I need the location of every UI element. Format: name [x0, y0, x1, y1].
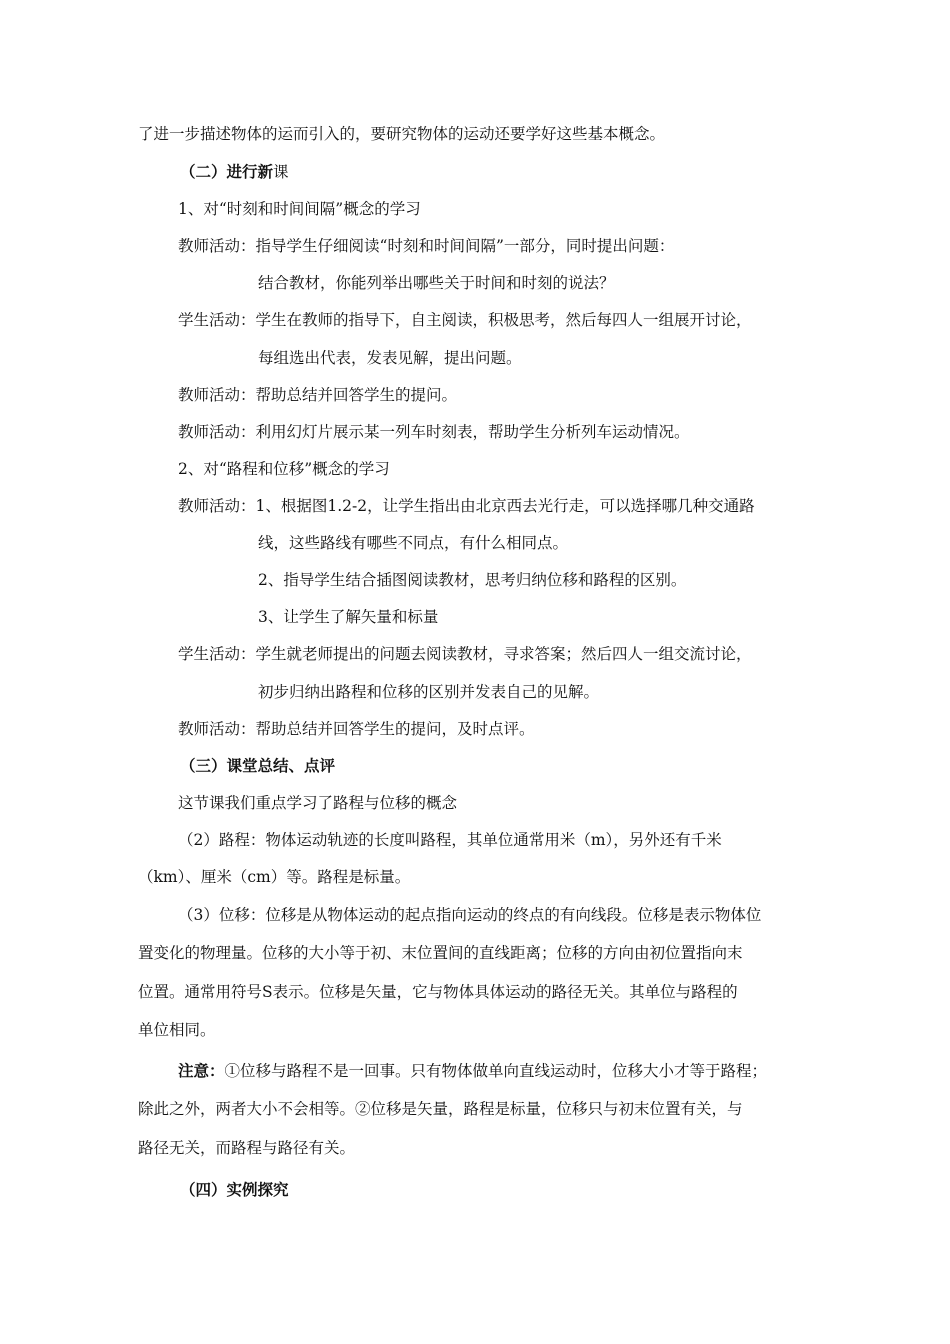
displacement-definition: （3）位移：位移是从物体运动的起点指向运动的终点的有向线段。位移是表示物体位 — [178, 906, 762, 924]
teacher-activity-5 — [178, 719, 535, 739]
heading-normal-part: 课 — [273, 163, 289, 181]
activity-label: 学生活动： — [178, 645, 256, 663]
student-activity-2-cont: 初步归纳出路程和位移的区别并发表自己的见解。 — [258, 683, 600, 701]
activity-label: 教师活动： — [178, 720, 256, 738]
teacher-activity-4-item-2: 2、指导学生结合插图阅读教材，思考归纳位移和路程的区别。 — [258, 571, 687, 589]
displacement-definition-cont-1: 置变化的物理量。位移的大小等于初、末位置间的直线距离；位移的方向由初位置指向末 — [138, 944, 743, 962]
student-activity-1-cont: 每组选出代表，发表见解，提出问题。 — [258, 349, 522, 367]
subsection-time: 1、对“时刻和时间间隔”概念的学习 — [178, 200, 421, 218]
distance-definition-cont: （km）、厘米（cm）等。路程是标量。 — [138, 868, 411, 886]
student-activity-2 — [178, 644, 752, 664]
activity-label: 学生活动： — [178, 311, 256, 329]
subsection-displacement: 2、对“路程和位移”概念的学习 — [178, 460, 390, 478]
activity-text: 学生在教师的指导下，自主阅读，积极思考，然后每四人一组展开讨论， — [255, 311, 752, 329]
intro-line: 了进一步描述物体的运而引入的，要研究物体的运动还要学好这些基本概念。 — [138, 125, 666, 143]
teacher-activity-4-item-3: 3、让学生了解矢量和标量 — [258, 608, 439, 626]
section-heading-4: （四）实例探究 — [180, 1180, 289, 1199]
teacher-activity-3 — [178, 422, 690, 442]
section-heading-2 — [180, 162, 289, 182]
teacher-activity-1 — [178, 236, 674, 256]
note-label: 注意： — [178, 1061, 225, 1080]
activity-label: 教师活动： — [178, 237, 256, 255]
teacher-activity-4-cont: 线，这些路线有哪些不同点，有什么相同点。 — [258, 534, 569, 552]
activity-text: 帮助总结并回答学生的提问，及时点评。 — [255, 720, 535, 738]
displacement-definition-cont-2: 位置。通常用符号S表示。位移是矢量，它与物体具体运动的路径无关。其单位与路程的 — [138, 983, 738, 1001]
distance-definition: （2）路程：物体运动轨迹的长度叫路程，其单位通常用米（m），另外还有千米 — [178, 831, 722, 849]
displacement-definition-cont-3: 单位相同。 — [138, 1021, 216, 1039]
activity-label: 教师活动： — [178, 386, 256, 404]
summary-intro: 这节课我们重点学习了路程与位移的概念 — [178, 794, 458, 812]
teacher-activity-2 — [178, 385, 457, 405]
activity-text: 帮助总结并回答学生的提问。 — [255, 386, 458, 404]
teacher-activity-4 — [178, 496, 755, 516]
activity-label: 教师活动： — [178, 497, 256, 515]
activity-text: 指导学生仔细阅读“时刻和时间间隔”一部分，同时提出问题： — [255, 237, 675, 255]
section-heading-3: （三）课堂总结、点评 — [180, 756, 336, 775]
note-paragraph-cont-2: 路径无关，而路程与路径有关。 — [138, 1139, 356, 1157]
note-paragraph-cont-1: 除此之外，两者大小不会相等。②位移是矢量，路程是标量，位移只与初末位置有关，与 — [138, 1100, 743, 1118]
activity-text: 1、根据图1.2-2，让学生指出由北京西去光行走，可以选择哪几种交通路 — [255, 497, 755, 515]
note-text: ①位移与路程不是一回事。只有物体做单向直线运动时，位移大小才等于路程； — [224, 1062, 768, 1080]
activity-text: 学生就老师提出的问题去阅读教材，寻求答案；然后四人一组交流讨论， — [255, 645, 752, 663]
teacher-activity-1-cont: 结合教材，你能列举出哪些关于时间和时刻的说法？ — [258, 274, 615, 292]
note-paragraph — [178, 1061, 767, 1081]
activity-label: 教师活动： — [178, 423, 256, 441]
student-activity-1 — [178, 310, 752, 330]
heading-bold-part: （二）进行新 — [180, 162, 274, 181]
activity-text: 利用幻灯片展示某一列车时刻表，帮助学生分析列车运动情况。 — [255, 423, 690, 441]
